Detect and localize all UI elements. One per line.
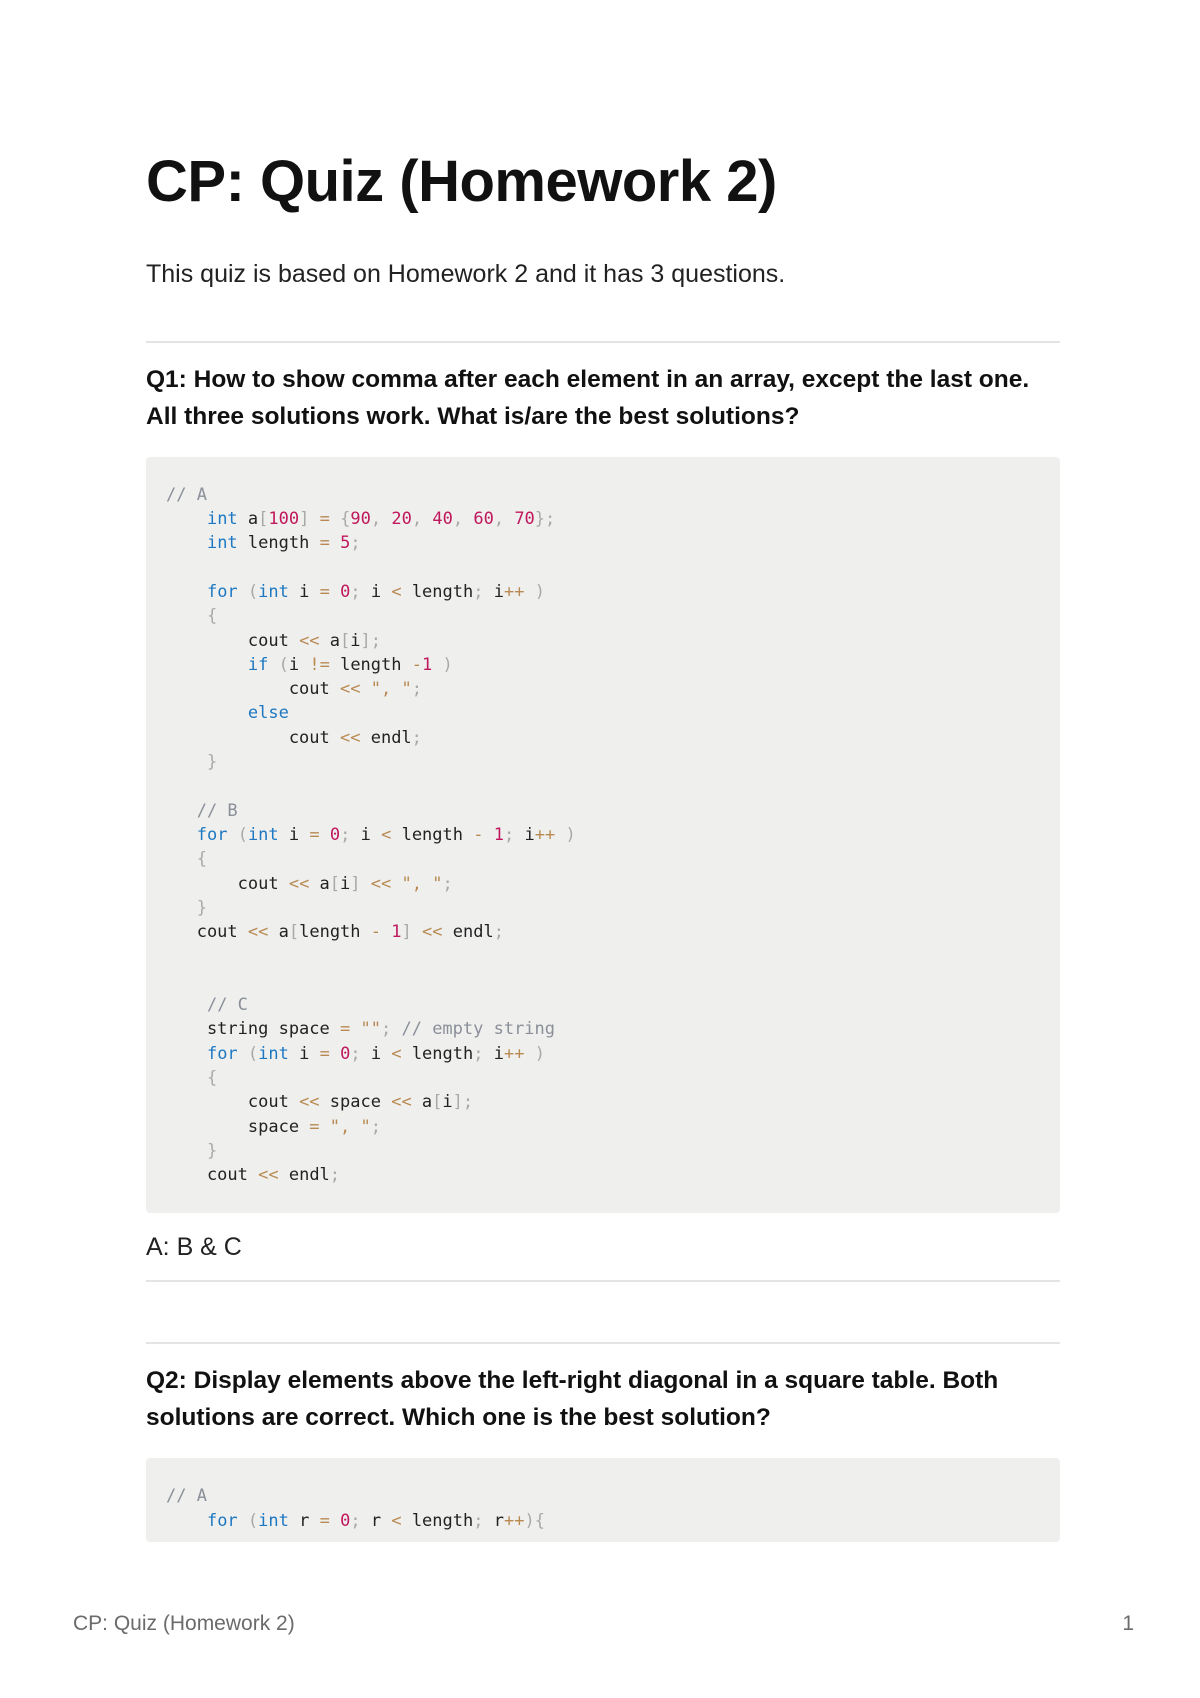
code-punctuation: ; bbox=[473, 1510, 484, 1531]
code-operator: = bbox=[319, 533, 330, 554]
code-text: i bbox=[360, 1043, 392, 1064]
code-punctuation: ; bbox=[350, 581, 361, 602]
divider bbox=[146, 1280, 1060, 1282]
code-punctuation: ; bbox=[340, 824, 351, 845]
code-line bbox=[166, 896, 1040, 920]
code-line bbox=[166, 823, 1040, 847]
code-keyword: else bbox=[247, 703, 289, 724]
code-punctuation: ] bbox=[299, 509, 310, 530]
code-punctuation: , bbox=[452, 509, 464, 530]
code-operator: << bbox=[288, 873, 310, 894]
code-number: 1 bbox=[421, 654, 433, 675]
code-punctuation: } bbox=[196, 897, 207, 918]
code-text: length bbox=[401, 1043, 474, 1064]
code-text bbox=[166, 533, 207, 553]
code-string: ", " bbox=[370, 679, 412, 700]
code-text bbox=[483, 825, 493, 845]
code-punctuation: ; bbox=[350, 533, 361, 554]
code-number: 90 bbox=[350, 509, 371, 530]
code-line bbox=[166, 1163, 1040, 1187]
code-punctuation: , bbox=[370, 509, 382, 530]
code-punctuation: ) bbox=[565, 824, 576, 845]
code-block-q2 bbox=[146, 1458, 1060, 1542]
code-text bbox=[238, 1044, 248, 1064]
code-keyword: int bbox=[206, 533, 238, 554]
code-punctuation: } bbox=[206, 1140, 218, 1161]
code-text: i bbox=[350, 824, 382, 845]
code-line bbox=[166, 872, 1040, 896]
code-text bbox=[166, 606, 207, 626]
code-punctuation: ] bbox=[350, 873, 361, 894]
code-string: ", " bbox=[329, 1116, 371, 1137]
code-text bbox=[166, 825, 197, 845]
code-text bbox=[166, 752, 207, 772]
code-text: length bbox=[329, 654, 412, 675]
code-text bbox=[412, 922, 422, 942]
code-operator: ++ bbox=[503, 581, 525, 602]
code-punctuation: [ bbox=[340, 630, 351, 651]
code-operator: < bbox=[391, 1043, 402, 1064]
code-text: a bbox=[268, 922, 289, 943]
code-keyword: for bbox=[206, 581, 238, 602]
code-punctuation: ; bbox=[473, 1043, 484, 1064]
code-punctuation: ( bbox=[247, 581, 259, 602]
code-punctuation: }; bbox=[534, 509, 556, 530]
code-text bbox=[268, 655, 278, 675]
code-punctuation: ) bbox=[534, 581, 545, 602]
code-punctuation: ( bbox=[237, 824, 248, 845]
code-text: cout bbox=[166, 1092, 300, 1113]
code-text: i bbox=[288, 1043, 320, 1064]
code-text bbox=[432, 655, 442, 675]
code-punctuation: ; bbox=[503, 824, 515, 845]
code-text bbox=[330, 533, 340, 553]
code-keyword: int bbox=[258, 581, 289, 602]
code-text: endl bbox=[278, 1165, 330, 1186]
code-line bbox=[166, 677, 1040, 701]
code-text bbox=[166, 655, 248, 675]
code-text: i bbox=[288, 581, 320, 602]
code-operator: != bbox=[309, 654, 330, 675]
code-number: 40 bbox=[432, 509, 453, 530]
code-string: "" bbox=[360, 1019, 381, 1040]
code-line bbox=[166, 774, 1040, 798]
code-number: 5 bbox=[340, 533, 351, 554]
code-text: i bbox=[360, 581, 392, 602]
code-operator: << bbox=[299, 630, 320, 651]
code-punctuation: ] bbox=[401, 922, 412, 943]
intro-text: This quiz is based on Homework 2 and it has 3 questions. bbox=[146, 259, 786, 288]
code-line bbox=[166, 580, 1040, 604]
code-keyword: int bbox=[258, 1510, 289, 1531]
code-punctuation: ; bbox=[473, 581, 484, 602]
code-punctuation: { bbox=[196, 849, 207, 870]
code-line bbox=[166, 726, 1040, 750]
code-comment: // empty string bbox=[401, 1019, 556, 1040]
code-text: i bbox=[483, 1043, 504, 1064]
question-2-text bbox=[146, 1362, 1060, 1436]
code-punctuation: ; bbox=[493, 922, 504, 943]
code-text: i bbox=[514, 824, 535, 845]
code-line bbox=[166, 1042, 1040, 1066]
code-text bbox=[309, 509, 319, 529]
code-line bbox=[166, 1509, 1040, 1533]
code-text: r bbox=[483, 1510, 504, 1531]
code-operator: << bbox=[340, 727, 361, 748]
code-keyword: int bbox=[258, 1043, 289, 1064]
code-text bbox=[166, 582, 207, 602]
footer-title: CP: Quiz (Homework 2) bbox=[73, 1612, 295, 1635]
code-text: i bbox=[288, 654, 310, 675]
code-text bbox=[524, 1044, 534, 1064]
code-operator: - bbox=[411, 654, 422, 675]
code-punctuation: ) bbox=[534, 1043, 545, 1064]
code-text: r bbox=[288, 1510, 320, 1531]
code-line bbox=[166, 556, 1040, 580]
code-punctuation: ) bbox=[442, 654, 453, 675]
code-keyword: int bbox=[247, 824, 279, 845]
code-keyword: int bbox=[206, 509, 238, 530]
code-line bbox=[166, 750, 1040, 774]
code-text: i bbox=[483, 581, 504, 602]
code-operator: << bbox=[299, 1092, 320, 1113]
code-operator: < bbox=[391, 581, 402, 602]
code-punctuation: } bbox=[206, 752, 218, 773]
page-title: CP: Quiz (Homework 2) bbox=[146, 149, 777, 214]
code-line bbox=[166, 969, 1040, 993]
code-text bbox=[391, 1019, 401, 1039]
code-punctuation: ; bbox=[350, 1043, 361, 1064]
code-line bbox=[166, 920, 1040, 944]
code-number: 0 bbox=[340, 1510, 351, 1531]
code-number: 70 bbox=[514, 509, 535, 530]
code-operator: = bbox=[319, 581, 330, 602]
code-text bbox=[360, 679, 370, 699]
code-line bbox=[166, 653, 1040, 677]
code-number: 0 bbox=[340, 1043, 351, 1064]
code-text bbox=[381, 922, 391, 942]
code-punctuation: , bbox=[493, 509, 505, 530]
code-text bbox=[320, 825, 330, 845]
code-number: 60 bbox=[473, 509, 494, 530]
code-text: length bbox=[391, 824, 474, 845]
question-1-line-1: Q1: How to show comma after each element in an array, except the last one. bbox=[146, 365, 1030, 393]
code-text bbox=[166, 801, 197, 821]
code-text bbox=[524, 582, 534, 602]
code-number: 100 bbox=[268, 509, 300, 530]
code-text: length bbox=[237, 533, 320, 554]
code-text: a bbox=[319, 630, 341, 651]
code-text: length bbox=[401, 581, 474, 602]
code-text bbox=[227, 825, 237, 845]
code-punctuation: ; bbox=[411, 679, 422, 700]
code-text bbox=[166, 1511, 207, 1531]
code-operator: << bbox=[370, 873, 392, 894]
code-text: endl bbox=[442, 922, 494, 943]
divider bbox=[146, 1342, 1060, 1344]
code-text: endl bbox=[360, 727, 412, 748]
code-operator: ++ bbox=[503, 1510, 525, 1531]
code-operator: = bbox=[309, 1116, 320, 1137]
code-punctuation: { bbox=[340, 509, 351, 530]
code-comment: // A bbox=[166, 484, 207, 505]
code-operator: - bbox=[473, 824, 484, 845]
code-operator: << bbox=[258, 1165, 279, 1186]
code-punctuation: ]; bbox=[360, 630, 382, 651]
code-punctuation: ( bbox=[247, 1510, 259, 1531]
code-comment: // C bbox=[206, 995, 248, 1016]
code-operator: = bbox=[319, 509, 330, 530]
code-punctuation: [ bbox=[432, 1092, 443, 1113]
code-text bbox=[504, 509, 514, 529]
question-2-section bbox=[146, 1362, 1060, 1542]
code-text: space bbox=[319, 1092, 392, 1113]
code-text: i bbox=[350, 630, 361, 651]
code-text bbox=[330, 1044, 340, 1064]
code-operator: = bbox=[340, 1019, 351, 1040]
code-text: i bbox=[442, 1092, 453, 1113]
code-line bbox=[166, 1066, 1040, 1090]
code-punctuation: { bbox=[206, 606, 218, 627]
question-1-line-2: All three solutions work. What is/are the best solutions? bbox=[146, 402, 800, 430]
code-punctuation: ; bbox=[380, 1019, 392, 1040]
code-line bbox=[166, 944, 1040, 968]
code-keyword: for bbox=[206, 1510, 238, 1531]
code-punctuation: , bbox=[411, 509, 423, 530]
code-line bbox=[166, 604, 1040, 628]
code-text: a bbox=[309, 873, 330, 894]
page-content bbox=[146, 150, 1060, 1542]
code-number: 1 bbox=[493, 824, 504, 845]
code-text bbox=[361, 874, 371, 894]
code-operator: << bbox=[422, 922, 443, 943]
code-punctuation: ; bbox=[411, 727, 422, 748]
question-2-line-2: solutions are correct. Which one is the best solution? bbox=[146, 1404, 771, 1432]
code-text bbox=[350, 1019, 360, 1039]
code-line bbox=[166, 847, 1040, 871]
code-text: string space bbox=[166, 1019, 340, 1040]
code-string: ", " bbox=[401, 873, 443, 894]
code-line bbox=[166, 799, 1040, 823]
code-number: 0 bbox=[340, 581, 351, 602]
code-line bbox=[166, 531, 1040, 555]
code-block-q1 bbox=[146, 457, 1060, 1214]
question-1-text bbox=[146, 361, 1060, 435]
code-text bbox=[381, 509, 391, 529]
code-operator: << bbox=[340, 679, 361, 700]
code-text bbox=[166, 995, 207, 1015]
code-line bbox=[166, 993, 1040, 1017]
code-text bbox=[391, 874, 401, 894]
code-punctuation: ; bbox=[350, 1510, 361, 1531]
code-text: i bbox=[340, 873, 351, 894]
code-number: 1 bbox=[391, 922, 402, 943]
code-text: cout bbox=[166, 679, 340, 700]
code-text: a bbox=[237, 509, 259, 530]
code-text bbox=[330, 1511, 340, 1531]
question-1-section bbox=[146, 361, 1060, 1263]
code-line bbox=[166, 1090, 1040, 1114]
code-operator: < bbox=[391, 1510, 402, 1531]
code-punctuation: [ bbox=[329, 873, 341, 894]
code-text: length bbox=[401, 1510, 474, 1531]
code-keyword: if bbox=[247, 654, 269, 675]
code-text bbox=[238, 582, 248, 602]
code-operator: = bbox=[309, 824, 320, 845]
code-text: length bbox=[299, 922, 371, 943]
code-punctuation: ){ bbox=[524, 1510, 545, 1531]
code-punctuation: [ bbox=[258, 509, 269, 530]
code-operator: - bbox=[370, 922, 382, 943]
code-text: cout bbox=[166, 630, 300, 651]
code-text: cout bbox=[166, 727, 340, 748]
code-punctuation: ; bbox=[370, 1116, 381, 1137]
question-2-line-1: Q2: Display elements above the left-right diagonal in a square table. Both bbox=[146, 1367, 999, 1395]
divider bbox=[146, 341, 1060, 343]
code-text bbox=[166, 509, 207, 529]
code-number: 0 bbox=[329, 824, 341, 845]
answer-q1: A: B & C bbox=[146, 1233, 242, 1262]
code-text bbox=[166, 898, 197, 918]
code-line bbox=[166, 1115, 1040, 1139]
code-text bbox=[320, 1117, 330, 1137]
code-text bbox=[166, 1141, 207, 1161]
code-operator: << bbox=[247, 922, 269, 943]
code-text: cout bbox=[166, 873, 289, 894]
code-line bbox=[166, 1017, 1040, 1041]
code-text: r bbox=[360, 1510, 392, 1531]
code-operator: < bbox=[381, 824, 392, 845]
page-number: 1 bbox=[1122, 1612, 1134, 1635]
code-text bbox=[422, 509, 432, 529]
code-punctuation: ; bbox=[442, 873, 453, 894]
code-operator: ++ bbox=[534, 824, 556, 845]
code-operator: = bbox=[319, 1510, 330, 1531]
code-text: a bbox=[411, 1092, 433, 1113]
code-text: i bbox=[278, 824, 310, 845]
code-text bbox=[555, 825, 565, 845]
code-line bbox=[166, 701, 1040, 725]
code-comment: // B bbox=[196, 800, 238, 821]
code-line bbox=[166, 629, 1040, 653]
code-text bbox=[166, 703, 248, 723]
code-line bbox=[166, 1484, 1040, 1508]
code-punctuation: [ bbox=[288, 922, 300, 943]
code-text: cout bbox=[166, 922, 248, 943]
code-text bbox=[166, 1068, 207, 1088]
code-text bbox=[463, 509, 473, 529]
code-operator: << bbox=[391, 1092, 412, 1113]
code-text bbox=[330, 509, 340, 529]
code-comment: // A bbox=[166, 1486, 207, 1507]
code-text bbox=[166, 1044, 207, 1064]
code-line bbox=[166, 507, 1040, 531]
code-punctuation: ; bbox=[329, 1165, 341, 1186]
code-line bbox=[166, 1139, 1040, 1163]
code-operator: = bbox=[319, 1043, 330, 1064]
code-text bbox=[238, 1511, 248, 1531]
code-punctuation: ( bbox=[247, 1043, 259, 1064]
code-text: space bbox=[166, 1116, 310, 1137]
code-operator: ++ bbox=[503, 1043, 525, 1064]
code-keyword: for bbox=[206, 1043, 238, 1064]
code-keyword: for bbox=[196, 824, 228, 845]
code-punctuation: { bbox=[206, 1067, 218, 1088]
code-punctuation: ( bbox=[278, 654, 289, 675]
code-text bbox=[166, 849, 197, 869]
code-punctuation: ]; bbox=[452, 1092, 474, 1113]
code-text: cout bbox=[166, 1165, 259, 1186]
code-text bbox=[330, 582, 340, 602]
code-number: 20 bbox=[391, 509, 412, 530]
code-line bbox=[166, 483, 1040, 507]
